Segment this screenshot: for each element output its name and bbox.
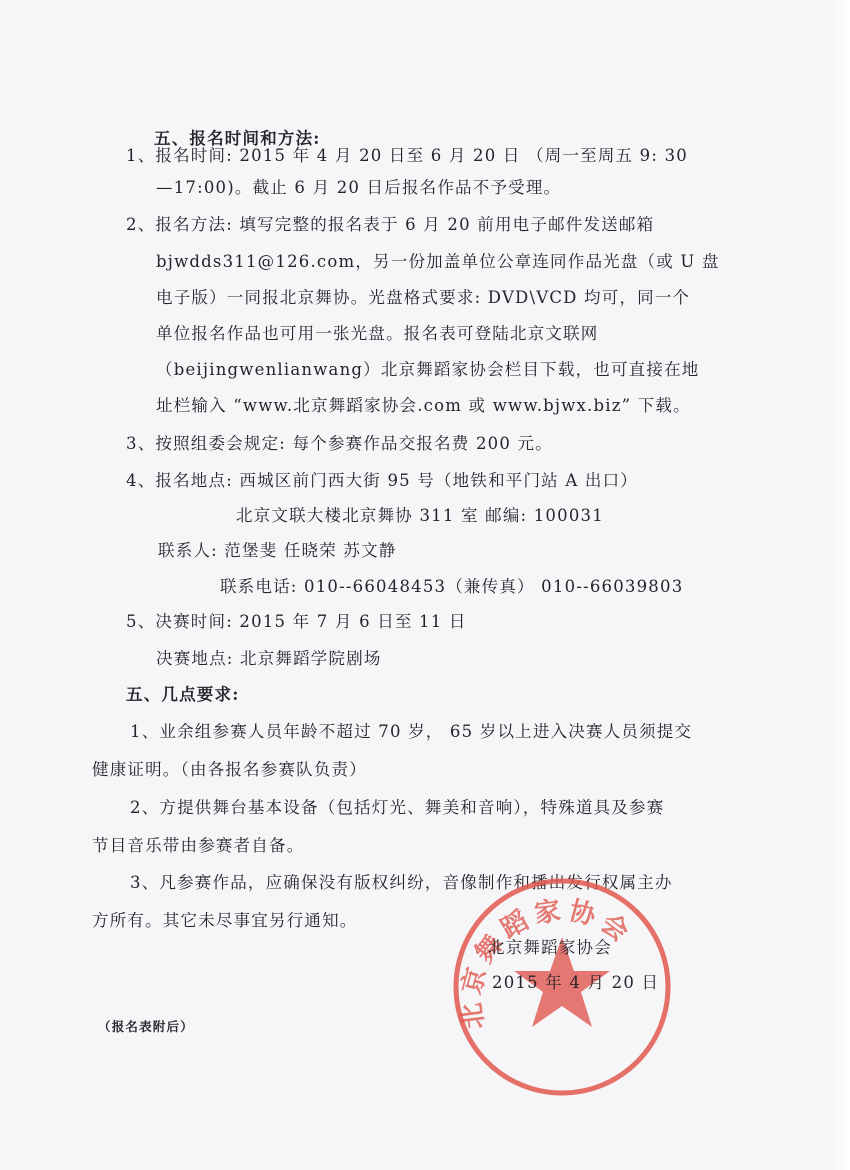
- item-5-final-time: 5、决赛时间: 2015 年 7 月 6 日至 11 日: [126, 612, 467, 631]
- item-2-line-2: bjwdds311@126.com，另一份加盖单位公章连同作品光盘（或 U 盘: [156, 252, 720, 271]
- item-3-line-1: 3、按照组委会规定: 每个参赛作品交报名费 200 元。: [126, 434, 553, 453]
- scan-edge: [832, 0, 850, 1170]
- req-2-line-1: 2、方提供舞台基本设备（包括灯光、舞美和音响），特殊道具及参赛: [130, 798, 665, 817]
- req-2-line-2: 节目音乐带由参赛者自备。: [92, 836, 305, 855]
- item-4-address-line-2: 北京文联大楼北京舞协 311 室 邮编: 100031: [236, 506, 604, 525]
- section-heading-registration: 五、报名时间和方法:: [154, 129, 321, 148]
- req-3-line-2: 方所有。其它未尽事宜另行通知。: [92, 911, 358, 930]
- item-1-line-1: 1、报名时间: 2015 年 4 月 20 日至 6 月 20 日 （周一至周五 9: 30: [126, 146, 688, 165]
- attachment-note: （报名表附后）: [98, 1019, 194, 1034]
- item-2-line-1: 2、报名方法: 填写完整的报名表于 6 月 20 前用电子邮件发送邮箱: [126, 215, 655, 234]
- item-2-line-4: 单位报名作品也可用一张光盘。报名表可登陆北京文联网: [156, 324, 599, 343]
- signature-organization: 北京舞蹈家协会: [488, 938, 612, 957]
- item-4-address: 4、报名地点: 西城区前门西大街 95 号（地铁和平门站 A 出口）: [126, 471, 638, 490]
- svg-text:北京舞蹈家协会: 北京舞蹈家协会: [456, 895, 639, 1031]
- section-heading-requirements: 五、几点要求:: [126, 685, 240, 704]
- item-2-line-3: 电子版）一同报北京舞协。光盘格式要求: DVD\VCD 均可，同一个: [156, 288, 691, 307]
- item-4-phone: 联系电话: 010--66048453（兼传真） 010--66039803: [220, 577, 684, 596]
- item-4-contacts: 联系人: 范堡斐 任晓荣 苏文静: [158, 541, 397, 560]
- req-3-line-1: 3、凡参赛作品，应确保没有版权纠纷，音像制作和播出发行权属主办: [130, 873, 673, 892]
- item-5-final-venue: 决赛地点: 北京舞蹈学院剧场: [156, 649, 382, 668]
- item-1-line-2: —17:00)。截止 6 月 20 日后报名作品不予受理。: [156, 178, 562, 197]
- req-1-line-2: 健康证明。（由各报名参赛队负责）: [92, 760, 367, 779]
- item-2-line-5: （beijingwenlianwang）北京舞蹈家协会栏目下载，也可直接在地: [156, 360, 700, 379]
- req-1-line-1: 1、业余组参赛人员年龄不超过 70 岁， 65 岁以上进入决赛人员须提交: [130, 722, 693, 741]
- signature-date: 2015 年 4 月 20 日: [492, 973, 660, 992]
- item-2-line-6: 址栏输入 “www.北京舞蹈家协会.com 或 www.bjwx.biz” 下载。: [156, 396, 691, 415]
